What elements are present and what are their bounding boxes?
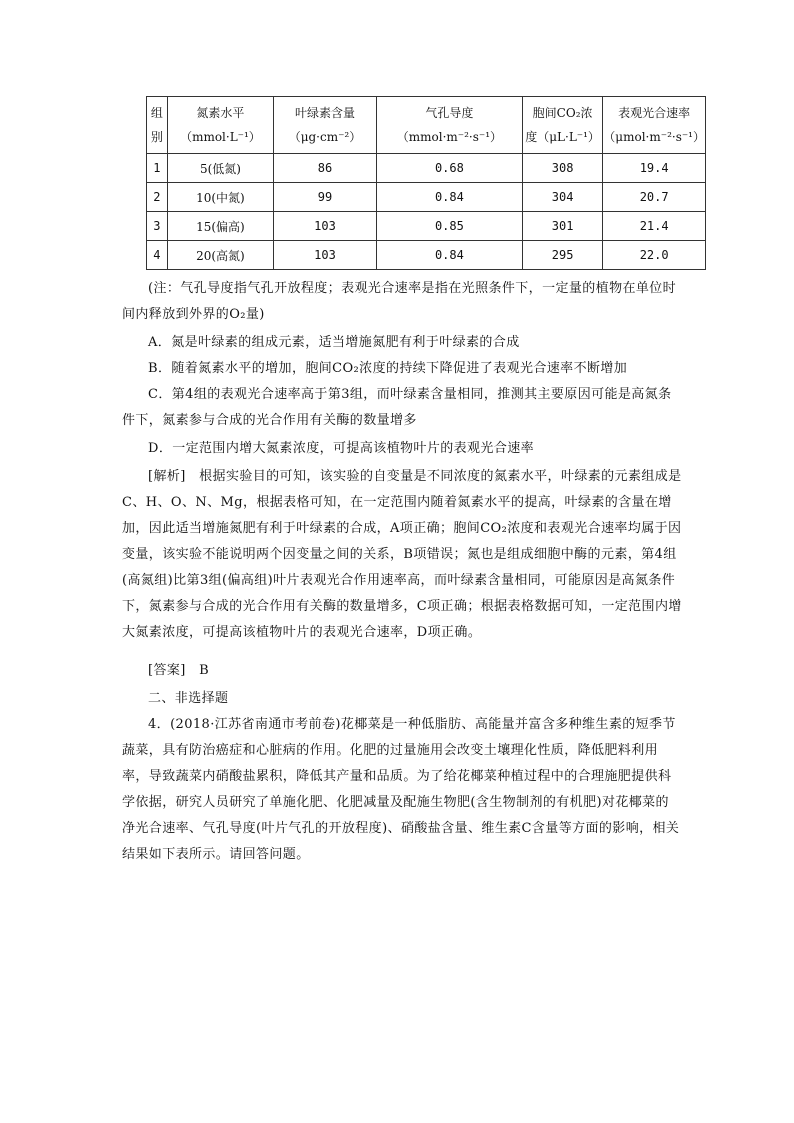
header-nitrogen-level [167,97,273,154]
table-cell: 3 [147,212,168,241]
table-cell: 5(低氮) [167,154,273,183]
option-a: A．氮是叶绿素的组成元素，适当增施氮肥有利于叶绿素的合成 [148,335,520,350]
header-chlorophyll [274,97,377,154]
header-line: 氮素水平 [196,106,245,120]
table-cell: 10(中氮) [167,183,273,212]
table-header-row [147,97,706,154]
table-cell: 0.84 [376,241,522,270]
table-cell: 22.0 [603,241,706,270]
table-cell: 103 [274,212,377,241]
table-cell: 20(高氮) [167,241,273,270]
table-row [147,154,706,183]
table-cell: 86 [274,154,377,183]
header-apparent-photosynthesis [603,97,706,154]
option-c: C．第4组的表观光合速率高于第3组，而叶绿素含量相同，推测其主要原因可能是高氮条件下，氮素参与合成的光合作用有关酶的数量增多 [122,387,672,428]
header-line: 表观光合速率 [618,106,691,120]
table-note: (注：气孔导度指气孔开放程度；表观光合速率是指在光照条件下，一定量的植物在单位时间内释放到外界的O₂量) [122,281,677,322]
table-cell: 15(偏高) [167,212,273,241]
table-cell: 99 [274,183,377,212]
header-group [147,97,168,154]
header-line: 别 [150,130,163,144]
nitrogen-data-table [146,96,706,270]
table-cell: 0.68 [376,154,522,183]
header-line: （μg·cm⁻²） [288,130,362,144]
analysis-paragraph: [解析] 根据实验目的可知，该实验的自变量是不同浓度的氮素水平，叶绿素的元素组成是C、H、O、N、Mg，根据表格可知，在一定范围内随着氮素水平的提高，叶绿素的含量在增加，因此适当增施氮肥有利于叶绿素的合成，A项正确；胞间CO₂浓度和表观光合速率均属于因变量，该实验不能说明两个因变量之间的关系，B项错误；氮也是组成细胞中酶的元素，第4组(高氮组)比第3组(偏高组)叶片表观光合作用速率高，而叶绿素含量相同，可能原因是高氮条件下，氮素参与合成的光合作用有关酶的数量增多，C项正确；根据表格数据可知，一定范围内增大氮素浓度，可提高该植物叶片的表观光合速率，D项正确。 [122,469,682,640]
table-cell: 295 [522,241,602,270]
table-cell: 19.4 [603,154,706,183]
table-cell: 301 [522,212,602,241]
header-line: 胞间CO₂浓 [532,106,593,120]
header-stomatal-conductance [376,97,522,154]
header-line: （μmol·m⁻²·s⁻¹） [603,130,705,144]
question-4: 4．(2018·江苏省南通市考前卷)花椰菜是一种低脂肪、高能量并富含多种维生素的短季节蔬菜，具有防治癌症和心脏病的作用。化肥的过量施用会改变土壤理化性质，降低肥料利用率，导致蔬菜内硝酸盐累积，降低其产量和品质。为了给花椰菜种植过程中的合理施肥提供科学依据，研究人员研究了单施化肥、化肥减量及配施生物肥(含生物制剂的有机肥)对花椰菜的净光合速率、气孔导度(叶片气孔的开放程度)、硝酸盐含量、维生素C含量等方面的影响，相关结果如下表所示。请回答问题。 [122,717,680,862]
table-cell: 304 [522,183,602,212]
table-cell: 1 [147,154,168,183]
header-line: 叶绿素含量 [294,106,355,120]
table-row [147,212,706,241]
table-row [147,241,706,270]
option-d: D．一定范围内增大氮素浓度，可提高该植物叶片的表观光合速率 [148,441,535,456]
option-b: B．随着氮素水平的增加，胞间CO₂浓度的持续下降促进了表观光合速率不断增加 [148,361,628,376]
table-cell: 103 [274,241,377,270]
header-line: 度（μL·L⁻¹） [525,130,600,144]
table-cell: 20.7 [603,183,706,212]
answer-line: [答案] B [148,663,210,678]
table-cell: 0.84 [376,183,522,212]
table-cell: 2 [147,183,168,212]
table-cell: 0.85 [376,212,522,241]
table-cell: 308 [522,154,602,183]
table-cell: 4 [147,241,168,270]
table-row [147,183,706,212]
header-line: 组 [150,106,163,120]
header-line: （mmol·L⁻¹） [180,130,261,144]
header-intercellular-co2 [522,97,602,154]
table-cell: 21.4 [603,212,706,241]
header-line: （mmol·m⁻²·s⁻¹） [396,130,503,144]
header-line: 气孔导度 [425,106,474,120]
section-heading: 二、非选择题 [148,691,229,706]
